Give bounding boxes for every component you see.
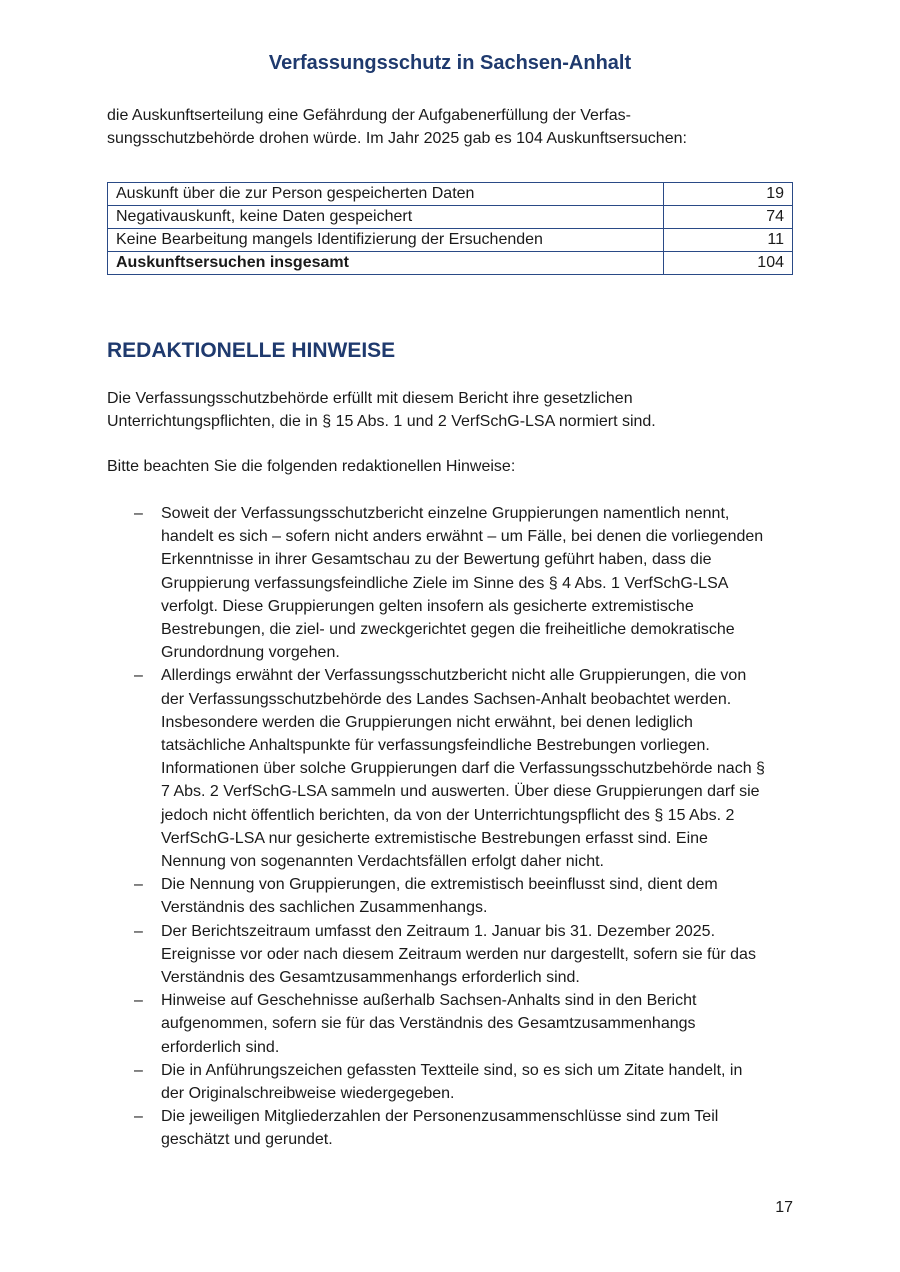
list-item-line: Die jeweiligen Mitgliederzahlen der Personenzusammenschlüsse sind zum Teil [161, 1108, 719, 1126]
list-item-line: VerfSchG-LSA nur gesicherte extremistische Bestrebungen erfasst sind. Eine [161, 829, 708, 847]
intro-line: sungsschutzbehörde drohen würde. Im Jahr 2025 gab es 104 Auskunftsersuchen: [107, 130, 687, 147]
list-item-line: jedoch nicht öffentlich berichten, da von der Unterrichtungspflicht des § 15 Abs. 2 [161, 806, 735, 824]
editorial-notes-list [0, 502, 900, 1152]
list-item-line: Der Berichtszeitraum umfasst den Zeitraum 1. Januar bis 31. Dezember 2025. [161, 922, 716, 940]
list-item-line: Nennung von sogenannten Verdachtsfällen erfolgt daher nicht. [161, 853, 604, 871]
inquiry-statistics-table [107, 182, 793, 275]
page-number: 17 [775, 1199, 793, 1216]
list-item-line: der Originalschreibweise wiedergegeben. [161, 1085, 455, 1103]
list-item-line: Verständnis des Gesamtzusammenhangs erforderlich sind. [161, 969, 580, 987]
list-item-line: geschätzt und gerundet. [161, 1131, 333, 1149]
list-item-line: Soweit der Verfassungsschutzbericht einzelne Gruppierungen namentlich nennt, [161, 505, 730, 522]
list-item-line: handelt es sich – sofern nicht anders erwähnt – um Fälle, bei denen die vorliegenden [161, 528, 764, 546]
list-item-line: tatsächliche Anhaltspunkte für verfassungsfeindliche Bestrebungen vorliegen. [161, 737, 710, 755]
paragraph-line: Die Verfassungsschutzbehörde erfüllt mit diesem Bericht ihre gesetzlichen [107, 390, 633, 407]
intro-line: die Auskunftserteilung eine Gefährdung der Aufgabenerfüllung der Verfas- [107, 107, 631, 124]
table-row-value: 19 [664, 183, 793, 206]
dash-bullet-icon: – [134, 992, 143, 1010]
dash-bullet-icon: – [134, 1061, 143, 1079]
table-total-value: 104 [664, 252, 793, 275]
table-row [108, 183, 793, 206]
list-item-line: aufgenommen, sofern sie für das Verständnis des Gesamtzusammenhangs [161, 1015, 696, 1033]
list-item [0, 1105, 801, 1151]
section-heading: REDAKTIONELLE HINWEISE [107, 339, 396, 362]
list-item-line: erforderlich sind. [161, 1038, 280, 1056]
list-item [0, 989, 801, 1059]
list-item-line: Allerdings erwähnt der Verfassungsschutzbericht nicht alle Gruppierungen, die von [161, 667, 747, 685]
running-header-title: Verfassungsschutz in Sachsen-Anhalt [268, 52, 632, 74]
dash-bullet-icon: – [134, 876, 143, 894]
list-item-line: Erkenntnisse in ihrer Gesamtschau zu der Bewertung geführt haben, dass die [161, 551, 712, 569]
list-item-line: Insbesondere werden die Gruppierungen nicht erwähnt, bei denen lediglich [161, 713, 693, 731]
list-item-line: Bestrebungen, die ziel- und zweckgerichtet gegen die freiheitliche demokratische [161, 621, 735, 639]
dash-bullet-icon: – [134, 667, 143, 685]
table-total-row [108, 252, 793, 275]
dash-bullet-icon: – [134, 505, 143, 522]
list-item-line: Ereignisse vor oder nach diesem Zeitraum werden nur dargestellt, sofern sie für das [161, 945, 756, 963]
intro-paragraph [107, 104, 797, 150]
list-item-line: 7 Abs. 2 VerfSchG-LSA sammeln und auswerten. Über diese Gruppierungen darf sie [161, 783, 760, 801]
list-item-line: Gruppierung verfassungsfeindliche Ziele im Sinne des § 4 Abs. 1 VerfSchG-LSA [161, 574, 729, 592]
list-item-line: Die Nennung von Gruppierungen, die extremistisch beeinflusst sind, dient dem [161, 876, 718, 894]
table-total-label: Auskunftsersuchen insgesamt [108, 252, 664, 275]
list-item [0, 502, 801, 664]
table-row-label: Negativauskunft, keine Daten gespeichert [108, 206, 664, 229]
paragraph-line: Unterrichtungspflichten, die in § 15 Abs. 1 und 2 VerfSchG-LSA normiert sind. [107, 413, 656, 430]
list-item-line: Informationen über solche Gruppierungen darf die Verfassungsschutzbehörde nach § [161, 760, 765, 778]
table-row-label: Auskunft über die zur Person gespeicherten Daten [108, 183, 664, 206]
list-item-line: der Verfassungsschutzbehörde des Landes Sachsen-Anhalt beobachtet werden. [161, 690, 732, 708]
table-row [108, 206, 793, 229]
dash-bullet-icon: – [134, 1108, 143, 1126]
section-intro-paragraph [107, 387, 797, 433]
list-item-line: Grundordnung vorgehen. [161, 644, 340, 662]
dash-bullet-icon: – [134, 922, 143, 940]
list-item [0, 664, 801, 873]
table-row [108, 229, 793, 252]
list-item [0, 1059, 801, 1105]
notes-lead-paragraph: Bitte beachten Sie die folgenden redaktionellen Hinweise: [107, 458, 516, 475]
list-item [0, 873, 801, 919]
list-item-line: Hinweise auf Geschehnisse außerhalb Sachsen-Anhalts sind in den Bericht [161, 992, 697, 1010]
table-row-value: 74 [664, 206, 793, 229]
table-row-label: Keine Bearbeitung mangels Identifizierung der Ersuchenden [108, 229, 664, 252]
list-item-line: Verständnis des sachlichen Zusammenhangs. [161, 899, 488, 917]
table-row-value: 11 [664, 229, 793, 252]
list-item-line: verfolgt. Diese Gruppierungen gelten insofern als gesicherte extremistische [161, 597, 694, 615]
list-item-line: Die in Anführungszeichen gefassten Textteile sind, so es sich um Zitate handelt, in [161, 1061, 743, 1079]
list-item [0, 920, 801, 990]
